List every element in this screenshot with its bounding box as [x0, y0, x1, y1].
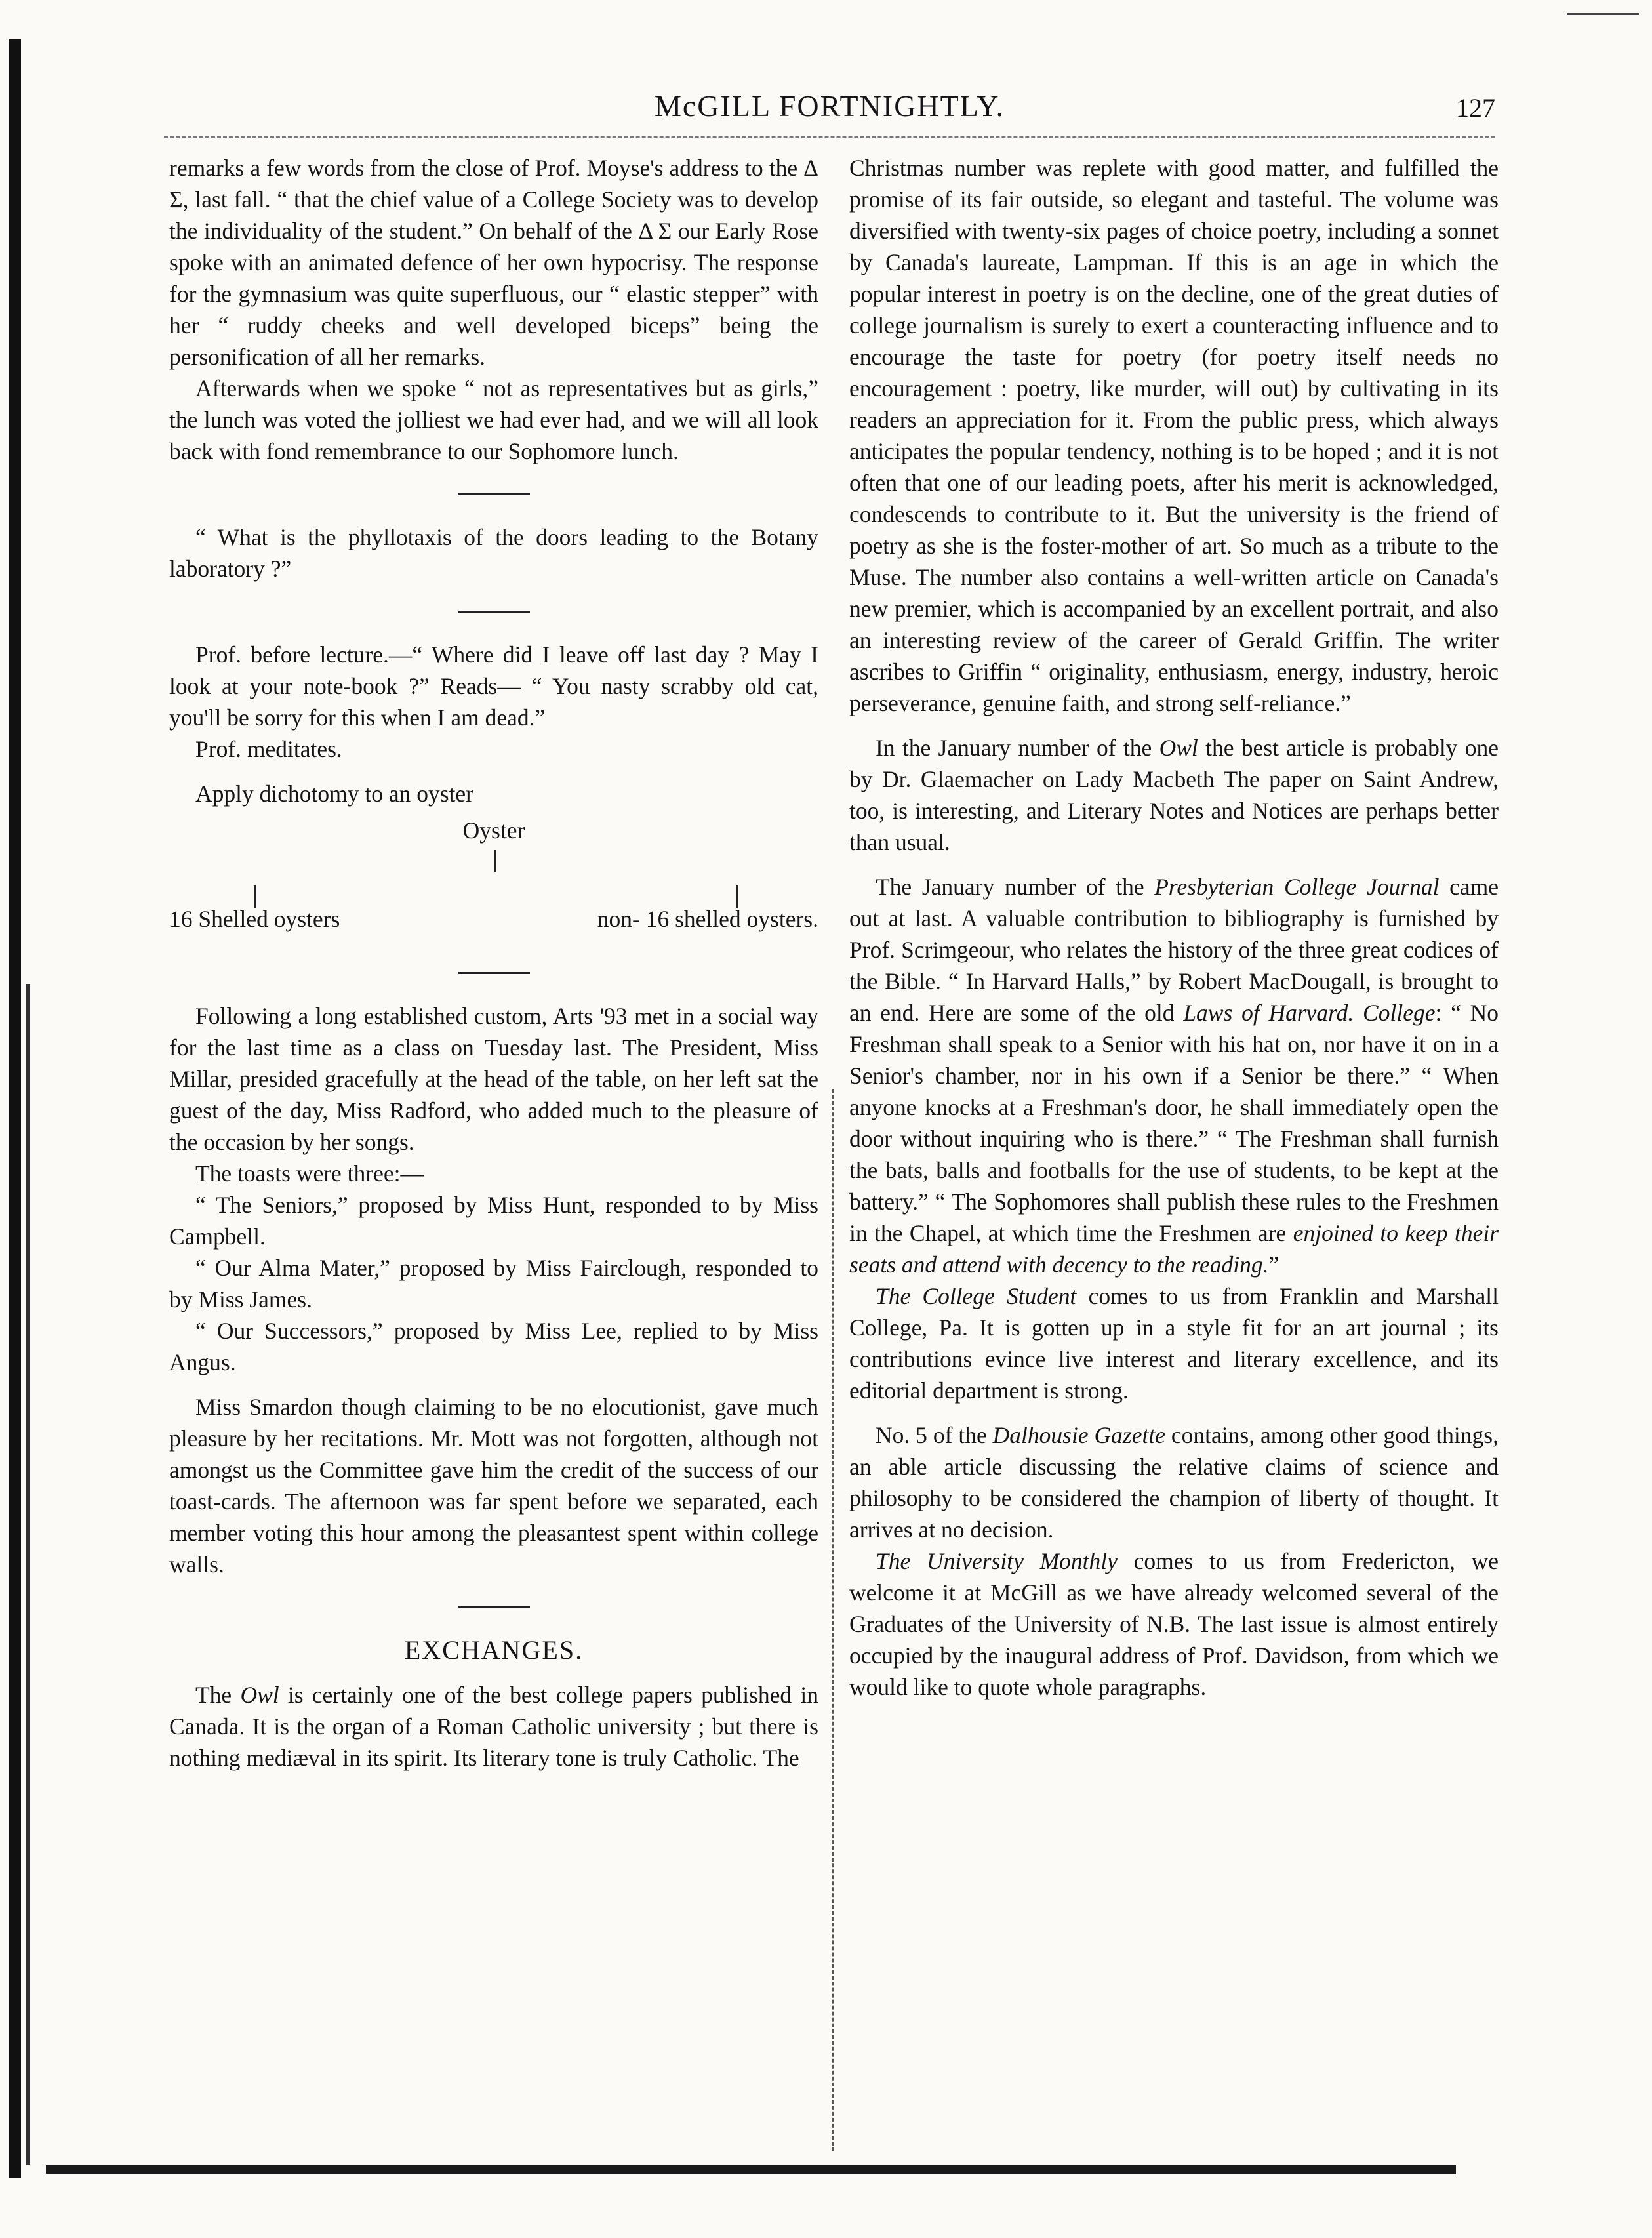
right-column — [849, 152, 1499, 1703]
scan-border-left-inner — [26, 984, 30, 2165]
publication-title: Presbyterian College Journal — [1154, 874, 1440, 900]
text-run: is certainly one of the best college papers published in Canada. It is the organ of a Roman Catholic university ; but there is nothing mediæval in its spirit. Its literary tone is truly Catholic. The — [169, 1682, 818, 1771]
paragraph: The toasts were three:— — [195, 1160, 424, 1187]
text-run: The — [195, 1682, 232, 1708]
publication-title: The University Monthly — [876, 1548, 1118, 1574]
text-run: came out at last. A valuable contribution to bibliography is furnished by Prof. Scrimgeour, who relates the history of the three great codices of the Bible. “ In Harvard Halls,” by Robert MacDougall, is brought to an end. Here are some of the old — [849, 874, 1499, 1026]
text-run: In the January number of the — [876, 735, 1152, 761]
paragraph — [849, 871, 1499, 1280]
tree-left-label: 16 Shelled oysters — [169, 906, 340, 932]
emphasis: enjoined to keep their seats and attend with decency to the reading. — [849, 1220, 1499, 1278]
paragraph — [169, 1679, 818, 1774]
dichotomy-diagram — [169, 815, 818, 946]
page-number: 127 — [1456, 93, 1495, 123]
paragraph: Prof. meditates. — [195, 736, 342, 762]
separator-rule — [458, 493, 530, 495]
separator-rule — [458, 611, 530, 613]
publication-title: The College Student — [876, 1283, 1077, 1309]
paragraph: remarks a few words from the close of Prof. Moyse's address to the Δ Σ, last fall. “ that the chief value of a College Society was to develop the individuality of the student.” On behalf of the Δ Σ our Early Rose spoke with an animated defence of her own hypocrisy. The response for the gymnasium was quite superfluous, our “ elastic stepper” with her “ ruddy cheeks and well developed biceps” being the personification of all her remarks. — [169, 155, 818, 370]
tree-right-label: non- 16 shelled oysters. — [597, 906, 818, 932]
page-header — [164, 89, 1495, 141]
publication-title: Owl — [1159, 735, 1198, 761]
paragraph: Christmas number was replete with good matter, and fulfilled the promise of its fair outside, so elegant and tasteful. The volume was diversified with twenty-six pages of choice poetry, including a sonnet by Canada's laureate, Lampman. If this is an age in which the popular interest in poetry is on the decline, one of the great duties of college journalism is surely to exert a counteracting influence and to encourage the taste for poetry (for poetry itself needs no encouragement : poetry, like murder, will out) by cultivating in its readers an appreciation for it. From the public press, which always anticipates the popular tendency, nothing is to be hoped ; and it is not often that one of our leading poets, after his merit is acknowledged, condescends to contribute to it. But the university is the friend of poetry as she is the foster-mother of art. So much as a tribute to the Muse. The number also contains a well-written article on Canada's new premier, which is accompanied by an excellent portrait, and also an interesting review of the career of Gerald Griffin. The writer ascribes to Griffin “ originality, enthusiasm, energy, industry, heroic perseverance, genuine faith, and strong self-reliance.” — [849, 155, 1499, 716]
paragraph: “ The Seniors,” proposed by Miss Hunt, responded to by Miss Campbell. — [169, 1192, 818, 1250]
publication-title: Dalhousie Gazette — [992, 1422, 1165, 1448]
scan-mark-top-right — [1567, 13, 1639, 15]
text-run: No. 5 of the — [876, 1422, 987, 1448]
publication-title: Owl — [240, 1682, 279, 1708]
paragraph — [849, 1545, 1499, 1703]
scan-border-bottom — [46, 2165, 1456, 2174]
text-run: the best article is probably one by Dr. Glaemacher on Lady Macbeth The paper on Saint Andrew, too, is interesting, and Literary Notes and Notices are perhaps better than usual. — [849, 735, 1499, 855]
paragraph: “ What is the phyllotaxis of the doors leading to the Botany laboratory ?” — [169, 524, 818, 582]
left-column — [169, 152, 818, 1774]
paragraph — [849, 1280, 1499, 1406]
paragraph: Miss Smardon though claiming to be no elocutionist, gave much pleasure by her recitations. Mr. Mott was not forgotten, although not amongst us the Committee gave him the credit of the success of our toast-cards. The afternoon was far spent before we separated, each member voting this hour among the pleasantest spent within college walls. — [169, 1394, 818, 1577]
running-title: McGILL FORTNIGHTLY. — [654, 89, 1005, 123]
tree-stem — [494, 850, 496, 872]
separator-rule — [458, 1606, 530, 1608]
emphasis: Laws of Harvard. College — [1183, 1000, 1436, 1026]
separator-rule — [458, 972, 530, 974]
header-rule — [164, 136, 1495, 140]
text-run: contains, among other good things, an able article discussing the relative claims of science and philosophy to be considered the champion of liberty of thought. It arrives at no decision. — [849, 1422, 1499, 1543]
paragraph — [849, 1419, 1499, 1545]
paragraph: Following a long established custom, Arts '93 met in a social way for the last time as a class on Tuesday last. The President, Miss Millar, presided gracefully at the head of the table, on her left sat the guest of the day, Miss Radford, who added much to the pleasure of the occasion by her songs. — [169, 1003, 818, 1155]
text-run: comes to us from Franklin and Marshall College, Pa. It is gotten up in a style fit for an art journal ; its contributions evince live interest and literary excellence, and its editorial department is strong. — [849, 1283, 1499, 1404]
text-run: comes to us from Fredericton, we welcome it at McGill as we have already welcomed several of the Graduates of the University of N.B. The last issue is almost entirely occupied by the inaugural address of Prof. Davidson, from which we would like to quote whole paragraphs. — [849, 1548, 1499, 1700]
text-run: : “ No Freshman shall speak to a Senior with his hat on, nor have it on in a Senior's chamber, nor in his own if a Senior be there.” “ When anyone knocks at a Freshman's door, he shall immediately open the door without inquiring who is there.” “ The Freshman shall furnish the bats, balls and footballs for the use of students, to be kept at the battery.” “ The Sophomores shall publish these rules to the Freshmen in the Chapel, at which time the Freshmen are — [849, 1000, 1499, 1246]
paragraph: “ Our Alma Mater,” proposed by Miss Fairclough, responded to by Miss James. — [169, 1255, 818, 1312]
paragraph — [849, 732, 1499, 858]
paragraph: Prof. before lecture.—“ Where did I leave off last day ? May I look at your note-book ?” Reads— “ You nasty scrabby old cat, you'll be sorry for this when I am dead.” — [169, 641, 818, 731]
column-divider — [832, 1089, 834, 2151]
paragraph: Afterwards when we spoke “ not as representatives but as girls,” the lunch was voted the jolliest we had ever had, and we will all look back with fond remembrance to our Sophomore lunch. — [169, 375, 818, 464]
text-run: The January number of the — [876, 874, 1144, 900]
paragraph: “ Our Successors,” proposed by Miss Lee, replied to by Miss Angus. — [169, 1318, 818, 1375]
scan-border-left — [9, 39, 21, 2178]
paragraph: Apply dichotomy to an oyster — [195, 781, 473, 807]
section-title: EXCHANGES. — [404, 1635, 584, 1665]
text-run: ” — [1268, 1251, 1279, 1278]
tree-root-label: Oyster — [462, 817, 525, 844]
